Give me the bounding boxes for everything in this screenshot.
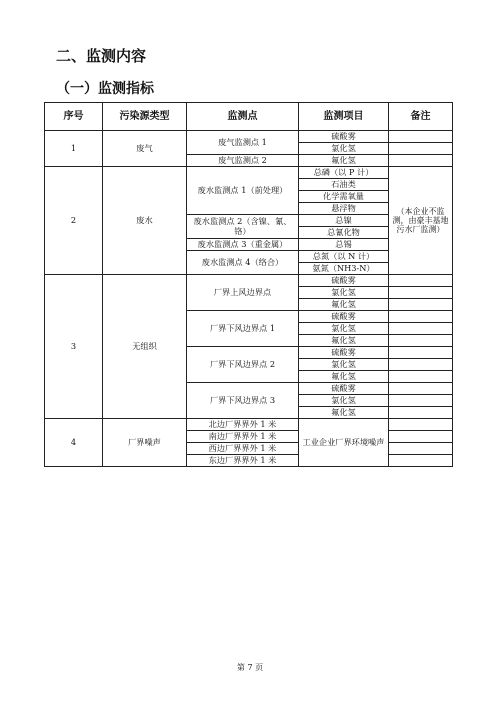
header-cell: 污染源类型 <box>103 103 187 131</box>
table-row <box>45 131 453 143</box>
monitoring-point: 废水监测点 3（重金属） <box>187 239 299 251</box>
monitoring-item: 悬浮物 <box>299 203 389 215</box>
table-header-row <box>45 103 453 131</box>
monitoring-item: 氯化氢 <box>299 287 389 299</box>
header-cell: 监测项目 <box>299 103 389 131</box>
row-number: 3 <box>45 275 103 419</box>
remark-cell <box>389 455 453 467</box>
remark-cell <box>389 311 453 323</box>
table-row <box>45 275 453 287</box>
source-type: 厂界噪声 <box>103 419 187 467</box>
remark-cell <box>389 143 453 155</box>
table-row <box>45 167 453 179</box>
monitoring-item: 氟化氢 <box>299 335 389 347</box>
remark-note: （本企业不监测，由豪丰基地污水厂监测） <box>389 167 453 275</box>
monitoring-table <box>44 102 453 467</box>
row-number: 4 <box>45 419 103 467</box>
monitoring-item: 总镍 <box>299 215 389 227</box>
monitoring-point: 北边厂界界外 1 米 <box>187 419 299 431</box>
remark-cell <box>389 323 453 335</box>
header-cell: 备注 <box>389 103 453 131</box>
monitoring-item: 氟化氢 <box>299 407 389 419</box>
monitoring-item: 氟化氢 <box>299 299 389 311</box>
monitoring-item: 总磷（以 P 计） <box>299 167 389 179</box>
remark-cell <box>389 383 453 395</box>
monitoring-item: 硫酸雾 <box>299 311 389 323</box>
monitoring-item: 硫酸雾 <box>299 347 389 359</box>
remark-cell <box>389 155 453 167</box>
monitoring-point: 南边厂界界外 1 米 <box>187 431 299 443</box>
table-row <box>45 419 453 431</box>
monitoring-point: 东边厂界界外 1 米 <box>187 455 299 467</box>
remark-cell <box>389 335 453 347</box>
monitoring-point: 厂界上风边界点 <box>187 275 299 311</box>
monitoring-point: 废气监测点 2 <box>187 155 299 167</box>
monitoring-point: 厂界下风边界点 1 <box>187 311 299 347</box>
monitoring-item: 化学需氧量 <box>299 191 389 203</box>
remark-cell <box>389 275 453 287</box>
remark-cell <box>389 287 453 299</box>
monitoring-point: 西边厂界界外 1 米 <box>187 443 299 455</box>
remark-cell <box>389 443 453 455</box>
monitoring-item: 氯化氢 <box>299 143 389 155</box>
monitoring-point: 废气监测点 1 <box>187 131 299 155</box>
monitoring-point: 厂界下风边界点 3 <box>187 383 299 419</box>
monitoring-item: 总锡 <box>299 239 389 251</box>
monitoring-point: 厂界下风边界点 2 <box>187 347 299 383</box>
source-type: 无组织 <box>103 275 187 419</box>
monitoring-item: 工业企业厂界环境噪声 <box>299 419 389 467</box>
remark-cell <box>389 359 453 371</box>
monitoring-item: 总氰化物 <box>299 227 389 239</box>
page-number: 第 7 页 <box>236 663 264 672</box>
monitoring-item: 硫酸雾 <box>299 383 389 395</box>
source-type: 废气 <box>103 131 187 167</box>
monitoring-point: 废水监测点 2（含镍、氰、铬） <box>187 215 299 239</box>
monitoring-item: 总氮（以 N 计） <box>299 251 389 263</box>
monitoring-point: 废水监测点 4（络合） <box>187 251 299 275</box>
monitoring-item: 氯化氢 <box>299 323 389 335</box>
remark-cell <box>389 371 453 383</box>
row-number: 1 <box>45 131 103 167</box>
remark-cell <box>389 131 453 143</box>
remark-cell <box>389 395 453 407</box>
monitoring-item: 氯化氢 <box>299 395 389 407</box>
source-type: 废水 <box>103 167 187 275</box>
monitoring-item: 硫酸雾 <box>299 275 389 287</box>
monitoring-item: 硫酸雾 <box>299 131 389 143</box>
section-heading: 二、监测内容 <box>56 47 147 65</box>
monitoring-point: 废水监测点 1（前处理） <box>187 167 299 215</box>
monitoring-item: 氯化氢 <box>299 359 389 371</box>
monitoring-item: 氟化氢 <box>299 371 389 383</box>
remark-cell <box>389 407 453 419</box>
remark-cell <box>389 347 453 359</box>
monitoring-item: 氨氮（NH3-N） <box>299 263 389 275</box>
remark-cell <box>389 299 453 311</box>
header-cell: 监测点 <box>187 103 299 131</box>
row-number: 2 <box>45 167 103 275</box>
subsection-heading: （一）监测指标 <box>56 81 154 97</box>
header-cell: 序号 <box>45 103 103 131</box>
monitoring-item: 石油类 <box>299 179 389 191</box>
remark-cell <box>389 431 453 443</box>
monitoring-item: 氟化氢 <box>299 155 389 167</box>
remark-cell <box>389 419 453 431</box>
